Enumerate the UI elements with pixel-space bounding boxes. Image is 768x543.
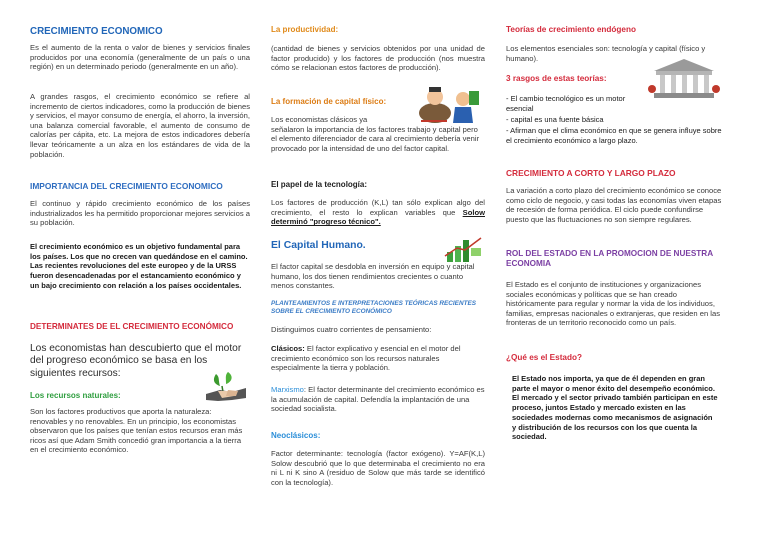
- paragraph-ciclo: La variación a corto plazo del crecimiento económico se conoce como ciclo de negocio, y casi todas las economías viven etapas de recesión de forma periódica. El ciclo puede confundirse puesto que las fluctuaciones no son siempre regulares.: [506, 186, 722, 224]
- paragraph-importance: El continuo y rápido crecimiento económico de los países industrializados les ha permitido proporcionar mejores servicios a su población.: [30, 199, 250, 228]
- title-importancia: IMPORTANCIA DEL CRECIMIENTO ECONOMICO: [30, 181, 223, 191]
- title-que-es-estado: ¿Qué es el Estado?: [506, 353, 582, 362]
- title-corto-largo-plazo: CRECIMIENTO A CORTO Y LARGO PLAZO: [506, 168, 676, 178]
- paragraph-definition: Es el aumento de la renta o valor de bienes y servicios finales producidos por una economía (generalmente de un país o una región) en un determinado periodo (generalmente en un año).: [30, 43, 250, 72]
- title-teorias-endogeno: Teorías de crecimiento endógeno: [506, 25, 636, 34]
- paragraph-elements: Los elementos esenciales son: tecnología y capital (físico y humano).: [506, 44, 706, 63]
- handshake-plant-image: [202, 370, 250, 404]
- title-planteamientos: PLANTEAMIENTOS E INTERPRETACIONES TEÓRICAS RECIENTES SOBRE EL CRECIMIENTO ECONÓMICO: [271, 300, 476, 315]
- title-capital-humano: El Capital Humano.: [271, 240, 366, 251]
- label-marxismo: Marxismo: [271, 385, 304, 394]
- column-left: [30, 0, 250, 543]
- paragraph-marxismo: [271, 385, 485, 414]
- capital-text-a: Los economistas clásicos ya: [271, 115, 368, 124]
- label-clasicos: Clásicos:: [271, 344, 305, 353]
- column-middle: [271, 0, 485, 543]
- paragraph-estado-importancia: El Estado nos importa, ya que de él dependen en gran parte el mayor o menor éxito del desempeño económico. El mercado y el sector privado también participan en este proceso, juntos Estado y mercado existen en las sociedades modernas como mecanismos de asignación y distribución de los recursos con los que cuenta la sociedad.: [512, 374, 718, 442]
- paragraph-indicators: A grandes rasgos, el crecimiento económico se refiere al incremento de ciertos indicadores, como la producción de bienes y servicios, el mayor consumo de energía, el ahorro, la inversión, una balanza comercial favorable, el aumento de consumo de calorías per cápita, etc. La mejora de estos indicadores debería llevar teóricamente a un alza en los estándares de vida de la población.: [30, 92, 250, 159]
- text-clasicos: El factor explicativo y esencial en el motor del crecimiento económico son los recursos naturales especialmente la tierra y población.: [271, 344, 461, 373]
- title-tecnologia: El papel de la tecnología:: [271, 180, 368, 189]
- trait-1: - El cambio tecnológico es un motor esencial: [506, 94, 626, 113]
- paragraph-estado: El Estado es el conjunto de instituciones y organizaciones sociales económicas y políticas que se han creado históricamente para regular y normar la vida de los individuos, familias, empresas nacionales o extranjeras, que residen en las fronteras de un territorio reconocido como un país.: [506, 280, 721, 328]
- technology-text-a: Los factores de producción (K,L) tan sólo explican algo del crecimiento, el resto lo explican variables que: [271, 198, 485, 217]
- technology-text-b: Solow determinó "progreso técnico".: [271, 207, 485, 227]
- money-chart-image: [443, 234, 485, 264]
- title-crecimiento-economico: CRECIMIENTO ECONOMICO: [30, 26, 163, 37]
- paragraph-technology: [271, 198, 485, 227]
- column-right: [506, 0, 724, 543]
- paragraph-motor: Los economistas han descubierto que el motor del progreso económico se basa en los siguientes recursos:: [30, 343, 242, 379]
- trait-2: - capital es una fuente básica: [506, 115, 604, 124]
- title-tres-rasgos: 3 rasgos de estas teorías:: [506, 74, 607, 83]
- title-neoclasicos: Neoclásicos:: [271, 431, 321, 440]
- paragraph-neoclasicos: Factor determinante: tecnología (factor exógeno). Y=AF(K,L) Solow descubrió que lo que determinaba el crecimiento no era ni L ni K sino A (residuo de Solow que más tarde se identificó con la tecnología).: [271, 449, 485, 487]
- title-recursos-naturales: Los recursos naturales:: [30, 391, 121, 400]
- paragraph-corrientes: Distinguimos cuatro corrientes de pensamiento:: [271, 325, 432, 334]
- title-productividad: La productividad:: [271, 25, 339, 34]
- capital-text-b: señalaron la importancia de los factores trabajo y capital pero el elemento diferenciador de cara al crecimiento debería venir provocado por la intensidad de uno del factor capital.: [271, 124, 480, 153]
- title-rol-estado: ROL DEL ESTADO EN LA PROMOCION DE NUESTRA ECONOMIA: [506, 249, 713, 268]
- paragraph-productivity: (cantidad de bienes y servicios obtenidos por una unidad de factor producido) y los factores de producción (nos muestra cómo se relacionan estos factores de producción).: [271, 44, 485, 73]
- paragraph-objective: El crecimiento económico es un objetivo fundamental para los países. Los que no crecen van quedándose en el camino. Las recientes revoluciones del este europeo y de la URSS fueron desencadenadas por el estancamiento económico y un bajo crecimiento con relación a los países occidentales.: [30, 242, 248, 290]
- title-determinates: DETERMINATES DE EL CRECIMIENTO ECONÓMICO: [30, 322, 234, 331]
- title-capital-fisico: La formación de capital físico:: [271, 97, 387, 106]
- paragraph-human-capital: El factor capital se desdobla en inversión en equipo y capital humano, los dos tienen rendimientos crecientes o cuanto menos constantes.: [271, 262, 475, 291]
- bank-building-image: [646, 55, 722, 101]
- paragraph-capital: [271, 115, 485, 153]
- text-marxismo: : El factor determinante del crecimiento económico es la acumulación de capital. Defendía la implantación de una sociedad socialista.: [271, 385, 485, 414]
- trait-3: - Afirman que el clima económico en que se genera influye sobre el crecimiento económico a largo plazo.: [506, 126, 722, 145]
- paragraph-clasicos: [271, 344, 485, 373]
- paragraph-natural-resources: Son los factores productivos que aporta la naturaleza: renovables y no renovables. En un principio, los economistas observaron que los países que tenían estos recursos eran más ricos así que Adam Smith concedió gran importancia a la tierra en el crecimiento económico.: [30, 407, 243, 455]
